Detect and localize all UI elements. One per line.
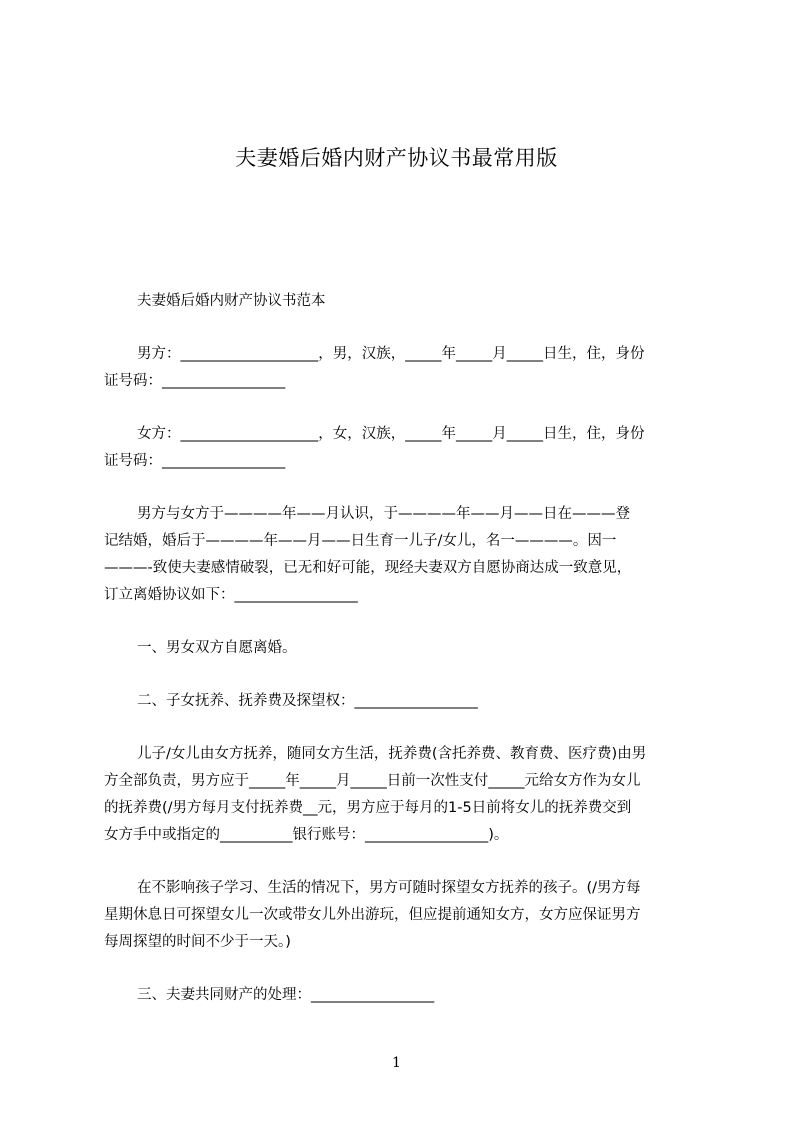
custody-paragraph-line-1: 儿子/女儿由女方抚养，随同女方生活，抚养费(含托养费、教育费、医疗费)由男 [137, 746, 647, 762]
husband-info-line-2: 证号码：_________________ [104, 373, 286, 389]
section-3-heading: 三、夫妻共同财产的处理：_________________ [137, 987, 435, 1003]
wife-info-line-1: 女方：___________________，女，汉族，_____年_____月_____日生，住，身份 [137, 426, 645, 442]
intro-paragraph-line-1: 男方与女方于————年——月认识，于————年——月——日在———登 [137, 506, 630, 522]
custody-paragraph-line-4: 女方手中或指定的__________银行账号：_________________)。 [104, 827, 509, 843]
section-2-heading: 二、子女抚养、抚养费及探望权：_________________ [137, 693, 478, 709]
page-number: 1 [392, 1055, 401, 1071]
intro-paragraph-line-3: ———-致使夫妻感情破裂，已无和好可能，现经夫妻双方自愿协商达成一致意见， [104, 560, 632, 576]
wife-info-line-2: 证号码：_________________ [104, 453, 286, 469]
visitation-paragraph-line-2: 星期休息日可探望女儿一次或带女儿外出游玩，但应提前通知女方，女方应保证男方 [104, 907, 641, 923]
husband-info-line-1: 男方：___________________，男，汉族，_____年_____月_____日生，住，身份 [137, 346, 645, 362]
custody-paragraph-line-2: 方全部负责，男方应于_____年_____月_____日前一次性支付_____元给女方作为女儿 [104, 773, 641, 789]
custody-paragraph-line-3: 的抚养费(/男方每月支付抚养费__元，男方应于每月的1-5日前将女儿的抚养费交到 [104, 800, 632, 816]
visitation-paragraph-line-3: 每周探望的时间不少于一天。) [104, 934, 291, 950]
section-1-heading: 一、男女双方自愿离婚。 [137, 640, 297, 656]
intro-paragraph-line-2: 记结婚，婚后于————年——月——日生育一儿子/女儿，名一————。因一 [104, 533, 617, 549]
visitation-paragraph-line-1: 在不影响孩子学习、生活的情况下，男方可随时探望女方抚养的孩子。(/男方每 [137, 880, 641, 896]
document-subtitle: 夫妻婚后婚内财产协议书范本 [137, 293, 326, 309]
document-title: 夫妻婚后婚内财产协议书最常用版 [235, 146, 558, 170]
intro-paragraph-line-4: 订立离婚协议如下：_________________ [104, 587, 358, 603]
